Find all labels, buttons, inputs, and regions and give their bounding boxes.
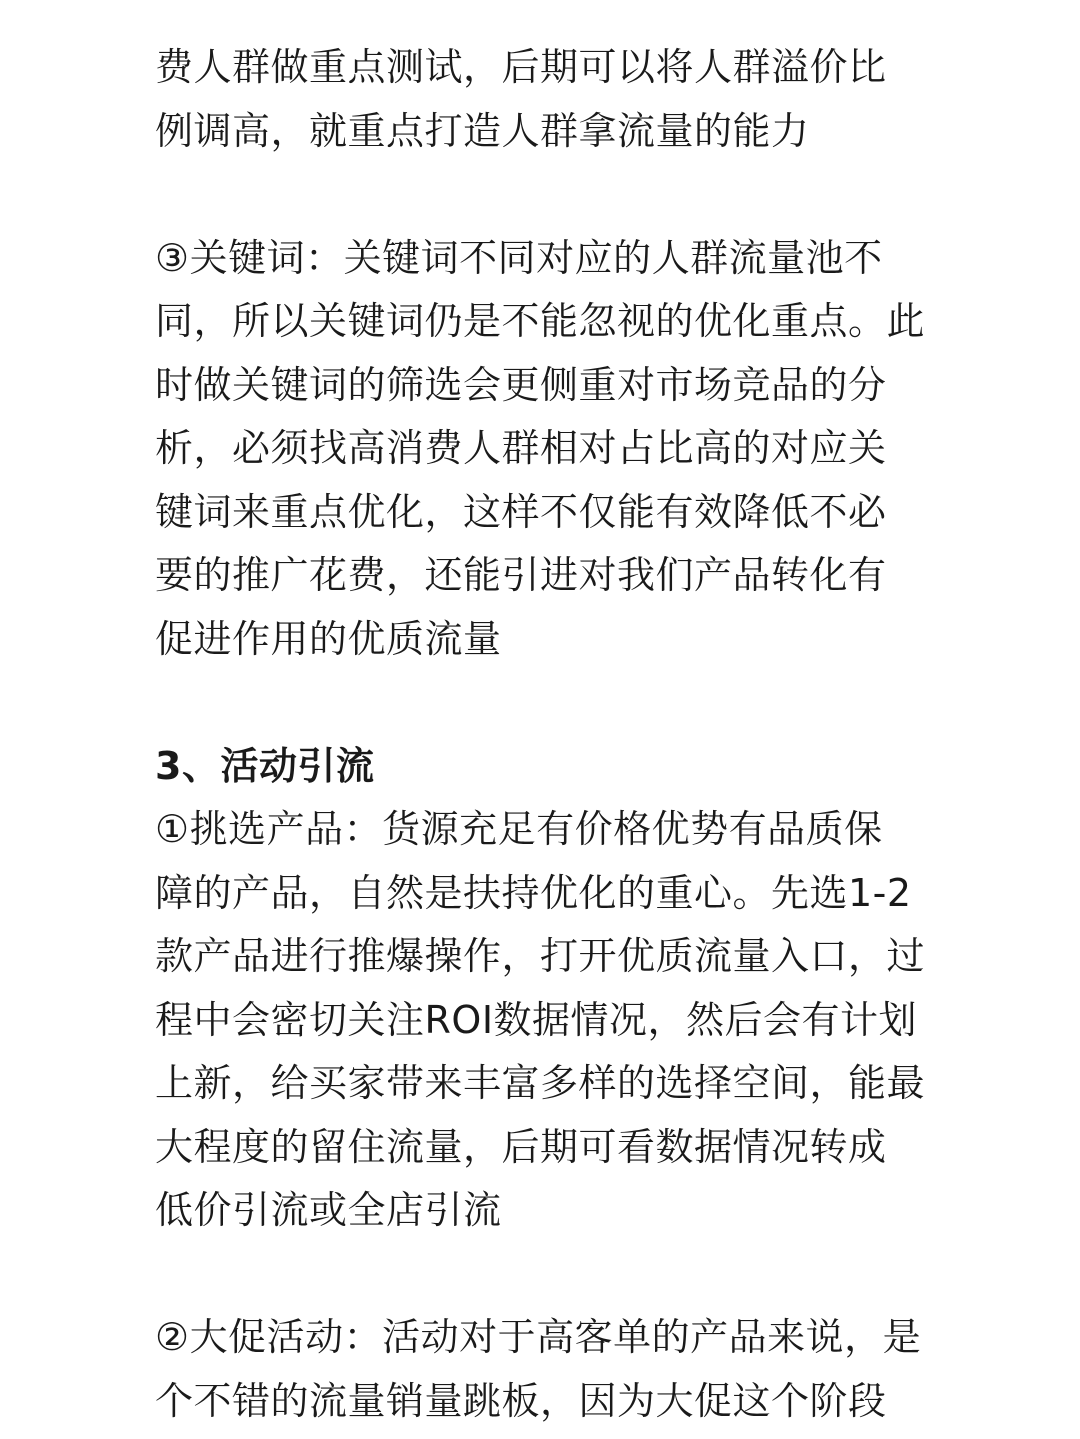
paragraph-gap: [155, 671, 935, 735]
paragraph-line: 款产品进行推爆操作，打开优质流量入口，过: [155, 934, 926, 978]
paragraph-line: 例调高，就重点打造人群拿流量的能力: [155, 108, 810, 153]
paragraph-line: 要的推广花费，还能引进对我们产品转化有: [155, 553, 887, 597]
paragraph-line: 费人群做重点测试，后期可以将人群溢价比: [155, 45, 887, 89]
article-body: [155, 36, 935, 1433]
section-heading: 3、活动引流: [155, 743, 375, 788]
paragraph-line: 同，所以关键词仍是不能忽视的优化重点。此: [155, 299, 926, 343]
paragraph-line: ③关键词：关键词不同对应的人群流量池不: [155, 235, 883, 280]
paragraph-line: 时做关键词的筛选会更侧重对市场竞品的分: [155, 362, 887, 407]
paragraph-line: 个不错的流量销量跳板，因为大促这个阶段: [155, 1378, 887, 1423]
paragraph-gap: [155, 163, 935, 227]
paragraph-line: ①挑选产品：货源充足有价格优势有品质保: [155, 807, 883, 851]
paragraph-line: 析，必须找高消费人群相对占比高的对应关: [155, 426, 887, 470]
paragraph-line: 程中会密切关注ROI数据情况，然后会有计划: [155, 997, 918, 1042]
paragraph-line: 大程度的留住流量，后期可看数据情况转成: [155, 1124, 887, 1169]
paragraph-line: 上新，给买家带来丰富多样的选择空间，能最: [155, 1061, 926, 1105]
paragraph-line: 键词来重点优化，这样不仅能有效降低不必: [155, 489, 887, 534]
paragraph-gap: [155, 1243, 935, 1307]
paragraph-line: ②大促活动：活动对于高客单的产品来说，是: [155, 1315, 922, 1359]
paragraph-line: 障的产品，自然是扶持优化的重心。先选1-2: [155, 870, 912, 915]
paragraph-line: 促进作用的优质流量: [155, 616, 502, 661]
paragraph-line: 低价引流或全店引流: [155, 1188, 502, 1232]
